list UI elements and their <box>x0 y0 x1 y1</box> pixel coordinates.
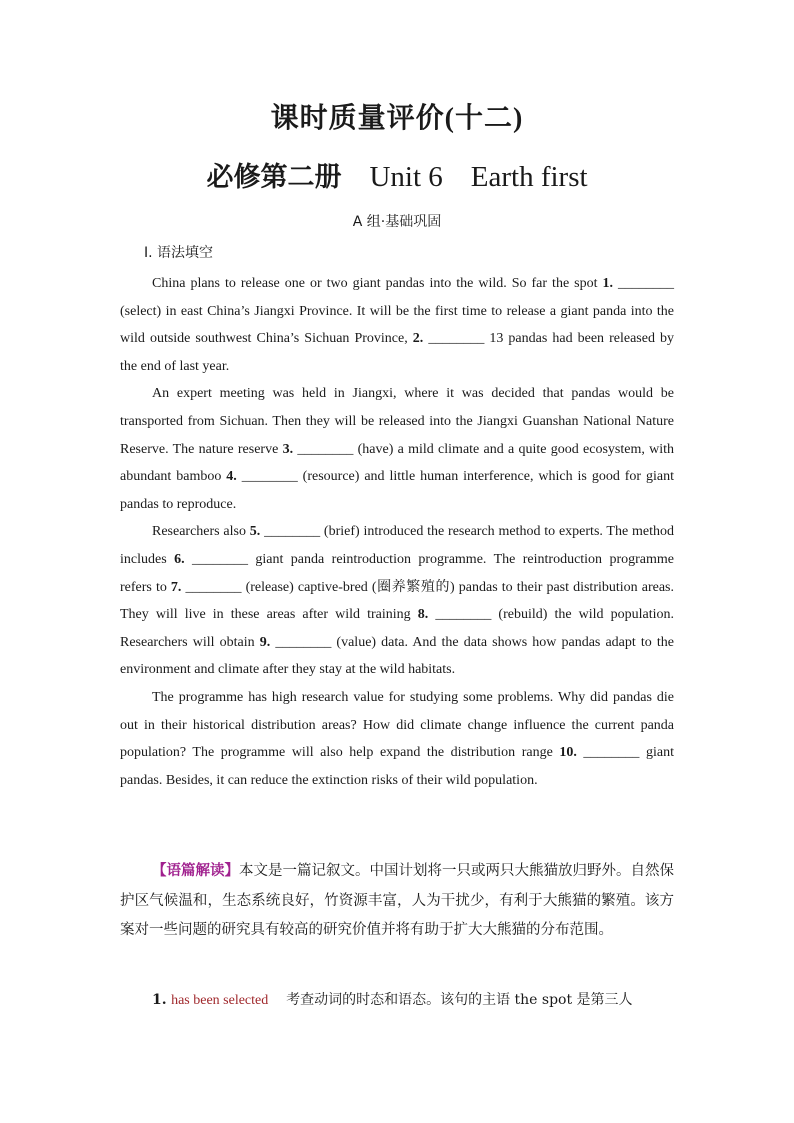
unit-name: Earth first <box>470 161 588 193</box>
blank-number: 9. <box>259 634 271 650</box>
answer-explanation <box>120 986 674 1015</box>
blank-number: 5. <box>249 524 261 540</box>
blank-number: 4. <box>226 469 237 485</box>
blank-number: 2. <box>412 331 424 347</box>
blank-number: 7. <box>170 579 182 595</box>
blank-number: 1. <box>602 276 613 291</box>
analysis-text: 本文是一篇记叙文。中国计划将一只或两只大熊猫放归野外。自然保护区气候温和，生态系统良好，竹资源丰富，人为干扰少，有利于大熊猫的繁殖。该方案对一些问题的研究具有较高的研究价值并将有助于扩大大熊猫的分布范围。 <box>120 863 674 938</box>
passage-paragraph: The programme has high research value for studying some problems. Why did pandas die out in their historical distribution areas? How did climate change influence the current panda population? The programme will also help expand the distribution range 10. ________ giant pandas. Besides, it can reduce the extinction risks of their wild population. <box>120 689 674 788</box>
group-label: A 组·基础巩固 <box>352 214 442 230</box>
passage <box>120 270 674 794</box>
section-heading: Ⅰ. 语法填空 <box>144 245 214 261</box>
unit-title <box>0 155 794 194</box>
book-label: 必修第二册 <box>206 162 342 193</box>
blank-number: 8. <box>417 607 429 623</box>
answer-number: 1. <box>152 992 167 1008</box>
blank-number: 10. <box>559 745 577 761</box>
passage-analysis <box>120 857 674 946</box>
answer-note: 考查动词的时态和语态。该句的主语 the spot 是第三人 <box>286 992 633 1008</box>
blank-number: 6. <box>174 551 185 567</box>
answer-text: has been selected <box>171 993 269 1008</box>
passage-paragraph: Researchers also 5. ________ (brief) introduced the research method to experts. The method includes 6. ________ giant panda reintroduction programme. The reintroduction programme refers to 7. ________ (release) captive-bred (圈养繁殖的) pandas to their past distribution areas. They will live in these areas after wild training 8. ________ (rebuild) the wild population. Researchers will obtain 9. ________ (value) data. And the data shows how pandas adapt to the environment and climate after they stay at the wild habitats. <box>120 524 675 678</box>
unit-number: Unit 6 <box>369 161 443 193</box>
passage-paragraph: China plans to release one or two giant pandas into the wild. So far the spot 1. ________ (select) in east China’s Jiangxi Province. It will be the first time to release a giant panda into the wild outside southwest China’s Sichuan Province, 2. ________ 13 pandas had been released by the end of last year. <box>120 276 674 374</box>
passage-paragraph: An expert meeting was held in Jiangxi, where it was decided that pandas would be transported from Sichuan. Then they will be released into the Jiangxi Guanshan National Nature Reserve. The nature reserve 3. ________ (have) a mild climate and a quite good ecosystem, with abundant bamboo 4. ________ (resource) and little human interference, which is good for giant pandas to reproduce. <box>120 386 675 512</box>
analysis-tag: 【语篇解读】 <box>152 863 239 879</box>
blank-number: 3. <box>282 441 294 457</box>
page-title: 课时质量评价(十二) <box>270 103 524 134</box>
